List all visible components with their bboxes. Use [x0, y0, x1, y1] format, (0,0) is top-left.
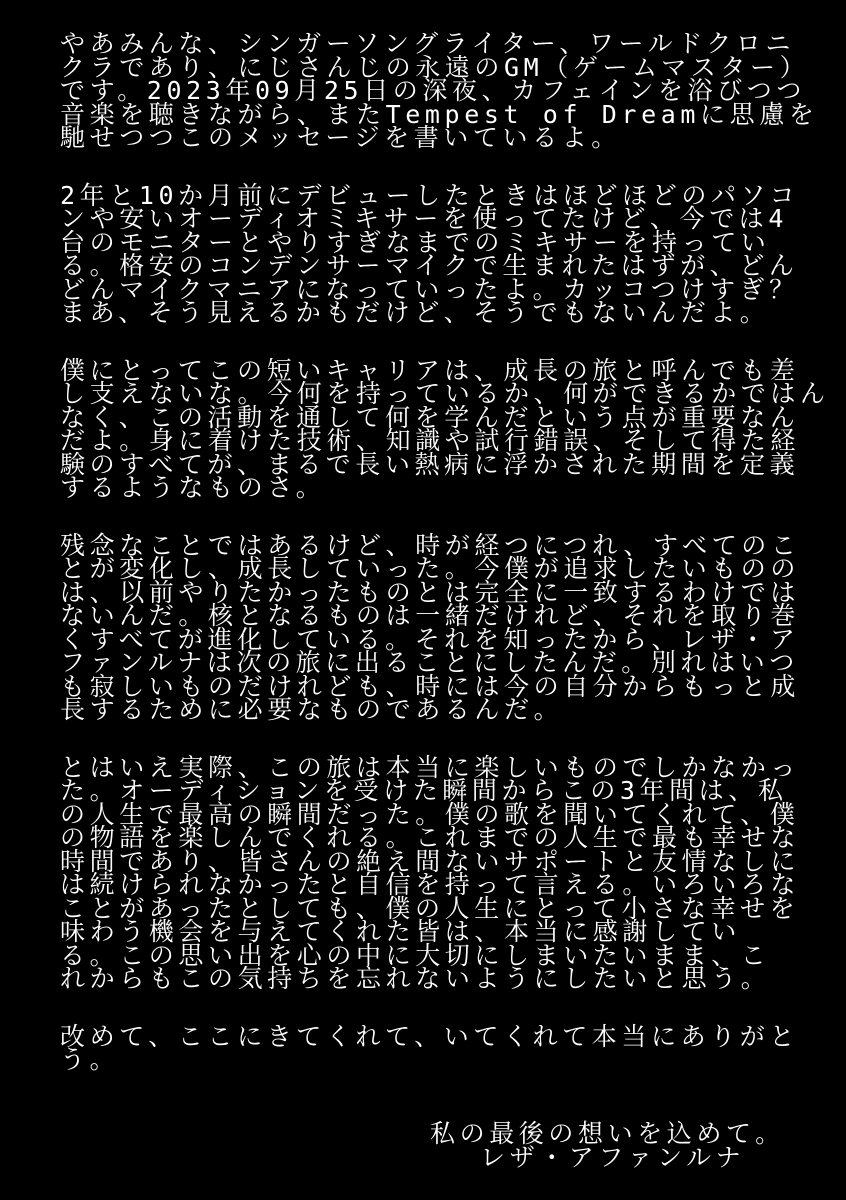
text-line: 僕にとってこの短いキャリアは、成長の旅と呼んでも差	[60, 355, 800, 385]
text-line: れからもこの気持ちを忘れないようにしたいと思う。	[60, 964, 771, 993]
paragraph-career	[60, 355, 830, 502]
text-line: ンや安いオーディオミキサーを使ってたけど、今では4	[60, 204, 789, 233]
text-line: です。2023年09月25日の深夜、カフェインを浴びつつ	[60, 76, 806, 105]
text-line: の人生で最高の瞬間だった。僕の歌を聞いてくれて、僕	[60, 799, 800, 829]
text-line: ファンルナは次の旅に出ることにしたんだ。別れはいつ	[60, 648, 799, 677]
paragraph-debut	[60, 180, 800, 327]
letter-body	[60, 29, 830, 1106]
text-line: る。格安のコンデンサーマイクで生まれたはずが、どん	[60, 251, 799, 280]
text-line: し支えないな。今何を持っているか、何ができるかではん	[60, 379, 830, 408]
text-line: 残念なことではあるけど、時が経つにつれ、すべてのこ	[60, 530, 801, 560]
text-line: 馳せつつこのメッセージを書いているよ。	[60, 123, 621, 152]
text-line: ことがあったとしても、僕の人生にとって小さな幸せを	[60, 893, 800, 923]
text-line: 長するために必要なものであるんだ。	[60, 695, 564, 724]
text-line: 時間であり、皆さんの絶え間ないサポートと友情なしに	[60, 846, 801, 876]
text-line: 台のモニターとやりすぎなまでのミキサーを持ってい	[60, 227, 771, 257]
letter-closing	[430, 1119, 810, 1172]
paragraph-journey	[60, 752, 801, 993]
paragraph-greeting	[60, 29, 819, 152]
text-line: だよ。身に着けた技術、知識や試行錯誤、そして得た経	[60, 426, 801, 455]
text-line: 改めて、ここにきてくれて、いてくれて本当にありがと	[60, 1021, 800, 1051]
text-line: なく、この活動を通して何を学んだという点が重要なん	[60, 402, 800, 432]
signature: レザ・アファンルナ	[480, 1142, 746, 1172]
closing-line: 私の最後の想いを込めて。	[430, 1119, 785, 1148]
text-line: 味わう機会を与えてくれた皆は、本当に感謝してい	[60, 917, 741, 946]
text-line: た。オーディションを受けた瞬間からこの3年間は、私	[60, 776, 788, 805]
text-line: ないんだ。核となるものは一緒だけれど、それを取り巻	[60, 601, 801, 630]
text-line: とが変化し、成長していった。今僕が追求したいものの	[60, 554, 801, 583]
text-line: 音楽を聴きながら、またTempest of Dreamに思慮を	[60, 99, 819, 129]
text-line: やあみんな、シンガーソングライター、ワールドクロニ	[60, 29, 796, 58]
text-line: くすべてが進化している。それを知ったから、レザ・ア	[60, 624, 800, 654]
text-line: 2年と10か月前にデビューしたときはほどほどのパソコ	[60, 180, 800, 210]
text-line: う。	[60, 1045, 120, 1074]
text-line: とはいえ実際、この旅は本当に楽しいものでしかなかっ	[60, 752, 801, 782]
paragraph-thanks	[60, 1021, 800, 1074]
text-line: 験のすべてが、まるで長い熱病に浮かされた期間を定義	[60, 449, 800, 479]
text-line: クラであり、にじさんじの永遠のGM（ゲームマスター）	[60, 52, 810, 82]
text-line: る。この思い出を心の中に大切にしまいたいまま、こ	[60, 940, 771, 970]
text-line: は、以前やりたかったものとは完全に一致するわけでは	[60, 577, 801, 607]
text-line: まあ、そう見えるかもだけど、そうでもないんだよ。	[60, 298, 770, 327]
paragraph-change	[60, 530, 801, 724]
text-line: の物語を楽しんでくれる。これまでの人生で最も幸せな	[60, 823, 801, 852]
text-line: するようなものさ。	[60, 473, 326, 502]
text-line: は続けられなかったと自信を持って言える。いろいろな	[60, 870, 801, 899]
text-line: も寂しいものだけれども、時には今の自分からもっと成	[60, 671, 801, 701]
text-line: どんマイクマニアになっていったよ。カッコつけすぎ？	[60, 274, 799, 304]
